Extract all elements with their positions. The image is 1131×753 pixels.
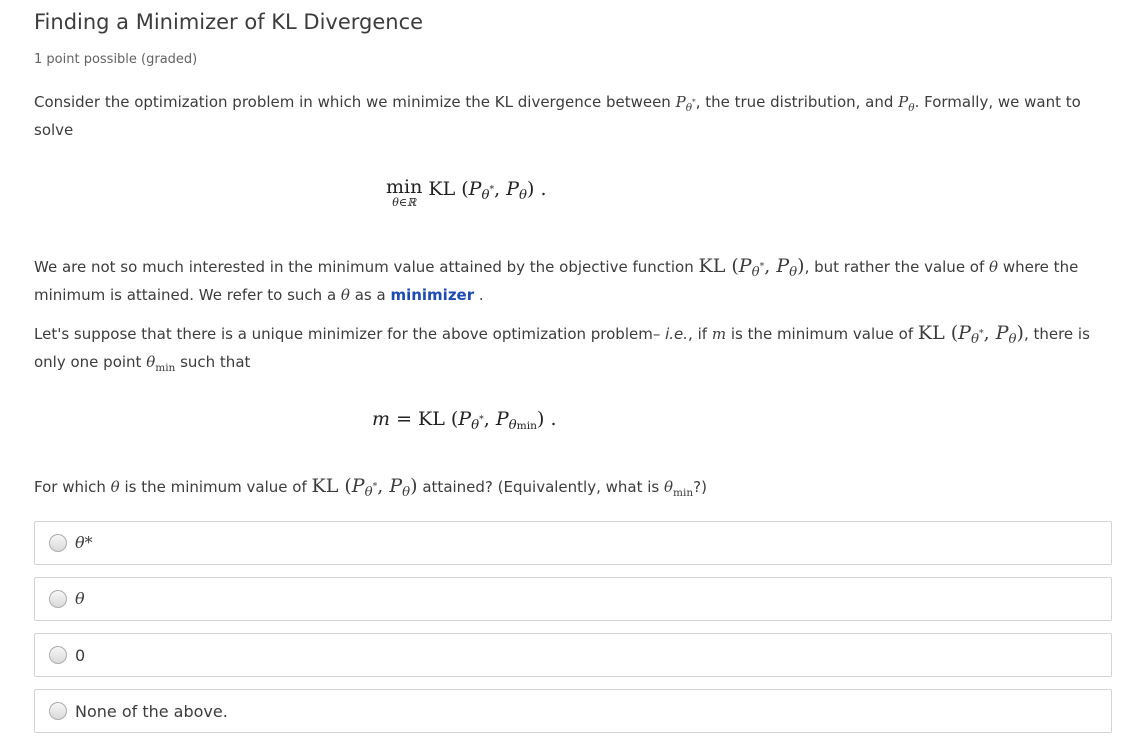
question-paragraph bbox=[34, 475, 1114, 504]
radio-button[interactable] bbox=[49, 534, 67, 552]
term-minimizer: minimizer bbox=[390, 286, 475, 304]
radio-button[interactable] bbox=[49, 702, 67, 720]
text: . bbox=[474, 286, 484, 304]
choice-label: θ* bbox=[75, 533, 93, 552]
choice-label: None of the above. bbox=[75, 702, 228, 721]
text: as a bbox=[349, 286, 391, 304]
text: , the true distribution, and bbox=[695, 93, 899, 111]
math-theta: θ bbox=[989, 258, 999, 276]
ie-text: i.e. bbox=[665, 325, 689, 343]
radio-button[interactable] bbox=[49, 590, 67, 608]
choice-option-3[interactable] bbox=[34, 633, 1112, 677]
text: Let's suppose that there is a unique minimizer for the above optimization problem– bbox=[34, 325, 666, 343]
text: . Formally, we want to solve bbox=[34, 93, 1081, 139]
text: We are not so much interested in the minimum value attained by the objective function bbox=[34, 258, 699, 276]
math-kl: KL ($P_{\theta^*}$, $P_\theta$) bbox=[917, 322, 1024, 347]
math-p-theta: $P_\theta$ bbox=[898, 93, 915, 114]
text: For which bbox=[34, 478, 111, 496]
text: attained? (Equivalently, what is bbox=[417, 478, 664, 496]
unique-minimizer-paragraph bbox=[34, 322, 1114, 379]
choice-label: 0 bbox=[75, 646, 86, 665]
text: , but rather the value of bbox=[804, 258, 990, 276]
text: such that bbox=[175, 353, 251, 371]
math-p-theta-star: $P_{\theta^*}$ bbox=[675, 93, 696, 114]
math-kl: KL ($P_{\theta^*}$, $P_\theta$) bbox=[698, 255, 805, 280]
text: is the minimum value of bbox=[726, 325, 918, 343]
math-kl: KL ($P_{\theta^*}$, $P_\theta$) bbox=[311, 475, 418, 500]
math-theta-min: $\theta_{min}$ bbox=[146, 353, 176, 374]
radio-button[interactable] bbox=[49, 646, 67, 664]
math-m: m bbox=[711, 325, 727, 343]
text: ?) bbox=[693, 478, 707, 496]
kl-expression: KL ($P_{\theta^*}$, $P_\theta$) . bbox=[428, 178, 547, 203]
intro-paragraph bbox=[34, 91, 1114, 141]
min-subscript: θ∈ℝ bbox=[392, 196, 417, 209]
m-equals-kl-display: m = KL ($P_{\theta^*}$, $P_{\theta min}$) . bbox=[372, 408, 557, 433]
text: where the minimum is attained. We refer to such a bbox=[34, 258, 1079, 304]
choice-label: θ bbox=[75, 589, 85, 608]
text: is the minimum value of bbox=[119, 478, 312, 496]
choice-option-4[interactable] bbox=[34, 689, 1112, 733]
math-theta-min: $\theta_{min}$ bbox=[664, 478, 694, 499]
math-theta: θ bbox=[340, 286, 350, 304]
problem-title: Finding a Minimizer of KL Divergence bbox=[34, 10, 424, 34]
choice-option-2[interactable] bbox=[34, 577, 1112, 621]
text: Consider the optimization problem in which we minimize the KL divergence between bbox=[34, 93, 676, 111]
min-kl-display bbox=[386, 178, 547, 208]
math-theta: θ bbox=[110, 478, 120, 496]
minimizer-paragraph bbox=[34, 255, 1114, 306]
points-label: 1 point possible (graded) bbox=[34, 52, 198, 67]
text: , if bbox=[688, 325, 712, 343]
min-operator: min θ∈ℝ bbox=[386, 176, 423, 209]
text: , there is only one point bbox=[34, 325, 1090, 371]
choice-option-1[interactable] bbox=[34, 521, 1112, 565]
